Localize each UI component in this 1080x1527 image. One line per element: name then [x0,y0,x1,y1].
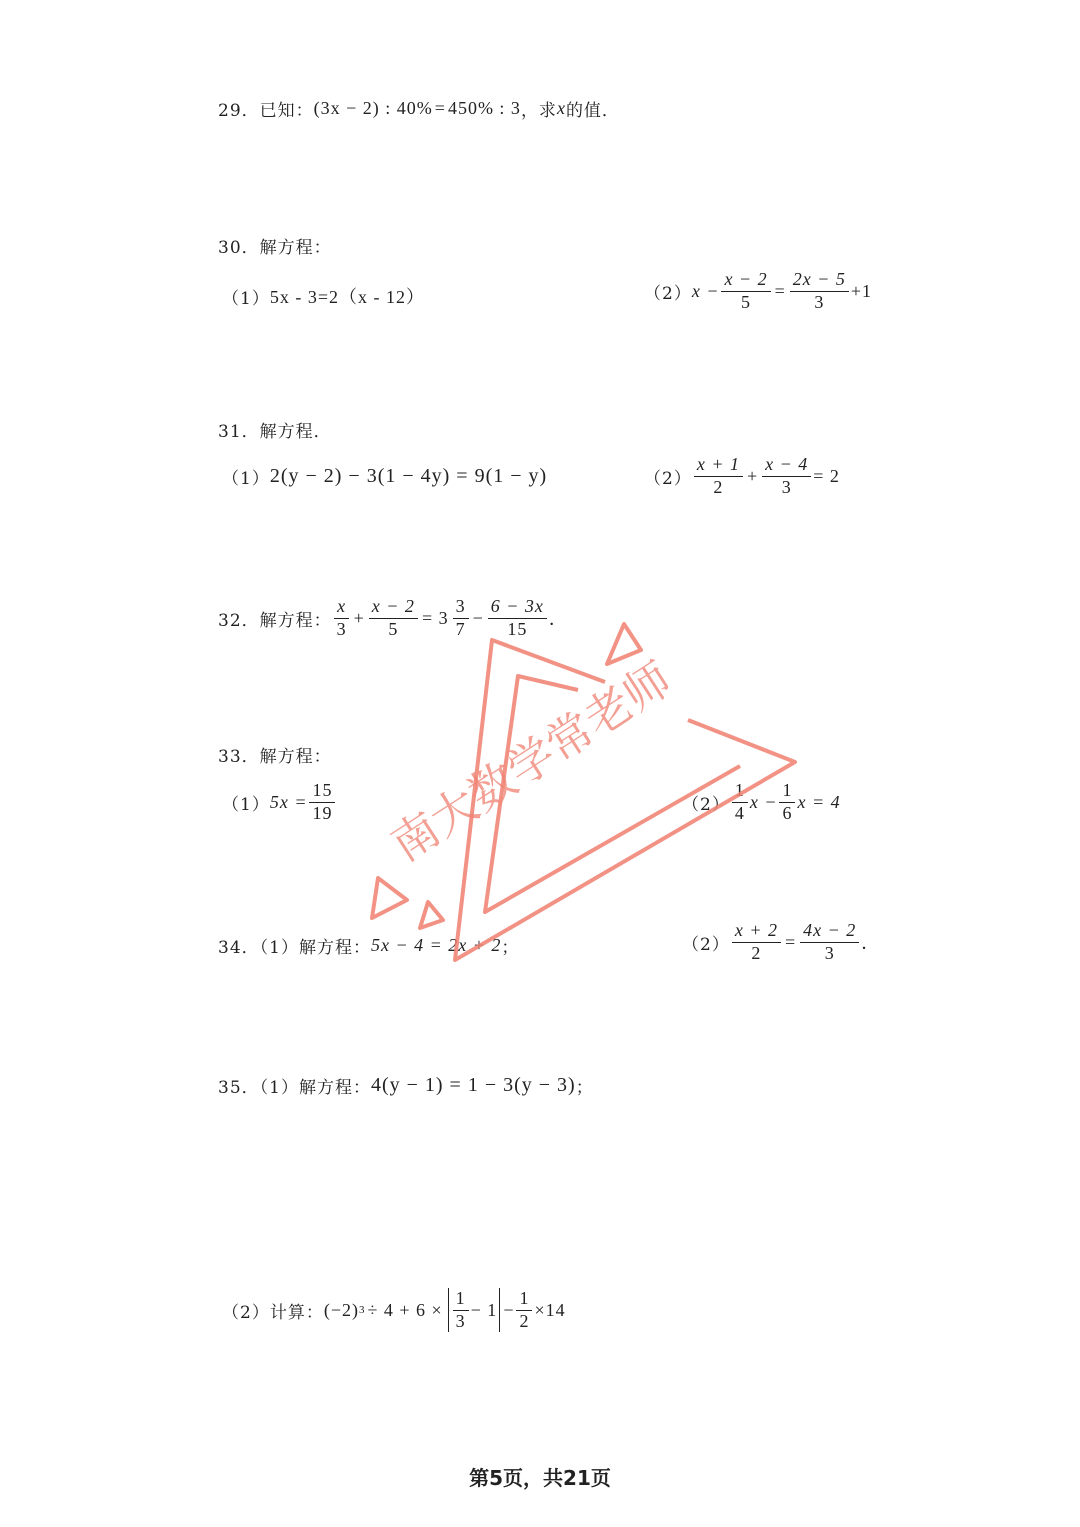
frac-numerator: 15 [309,781,335,803]
q34-p2-eq: = [784,931,797,952]
q33-p1-label: （1） [222,794,270,815]
watermark-small-triangle-icon [420,902,443,928]
q35-p2-label: （2）计算： [222,1302,324,1323]
frac-denominator: 2 [519,1310,530,1331]
frac-denominator: 5 [741,291,752,312]
q31-p2-frac2 [762,455,811,498]
frac-denominator: 6 [782,802,793,823]
question-32 [218,597,568,640]
q31-part1 [222,464,547,489]
q31-p2-label: （2） [644,468,692,489]
question-35-part1 [218,1073,594,1098]
question-30-title [218,233,332,258]
question-31-title [218,417,332,442]
frac-numerator: x − 4 [762,455,811,477]
frac-numerator: x − 2 [721,270,770,292]
q33-p2-frac1 [732,781,748,824]
q35-p2-frac-half [516,1289,532,1332]
q29-lhs: (3x − 2) : 40% [313,98,433,118]
frac-denominator: 3 [814,291,825,312]
q34-p2-frac2 [800,921,859,964]
frac-denominator: 3 [336,618,347,639]
frac-denominator: 7 [455,618,466,639]
q29-rhs: 450% : 3 [447,98,521,118]
q30-p2-eq: = [774,280,786,301]
question-29 [218,96,620,121]
q30-p2-frac1 [721,270,770,313]
q33-p1-lhs: 5x = [269,791,308,812]
q32-plus: + [353,607,365,628]
frac-numerator: 2x − 5 [790,270,849,292]
q30-p1-label: （1） [222,288,270,309]
q31-p1-expr: 2(y − 2) − 3(1 − 4y) = 9(1 − y) [269,465,548,487]
q34-p2-end: ． [861,933,881,954]
q35-p2-minus: − [503,1299,515,1320]
q32-frac3 [453,597,469,640]
q29-tail: ，求 [520,101,557,121]
frac-denominator: 3 [824,942,835,963]
q33-label: 33．解方程： [218,747,332,767]
q31-p1-label: （1） [222,469,270,489]
frac-denominator: 3 [781,476,792,497]
q33-p2-label: （2） [682,794,730,815]
frac-denominator: 19 [312,802,333,823]
frac-denominator: 2 [751,942,762,963]
q30-p2-tail: +1 [850,280,873,301]
q33-p1-frac [309,781,335,824]
question-34-part1 [218,933,519,958]
frac-denominator: 2 [713,476,724,497]
q33-p2-frac2 [779,781,795,824]
q32-frac4 [488,597,547,640]
frac-numerator: 1 [516,1289,532,1311]
frac-numerator: x + 1 [694,455,743,477]
q32-end: ． [548,609,568,630]
frac-denominator: 15 [507,618,528,639]
frac-denominator: 5 [388,618,399,639]
frac-denominator: 3 [455,1310,466,1331]
frac-numerator: 1 [732,781,748,803]
q31-p2-tail: = 2 [813,465,840,486]
question-33-title [218,742,332,767]
q31-p2-plus: + [746,465,759,486]
q29-label: 29．已知： [218,101,314,121]
q34-p2-frac1 [732,921,781,964]
q35-p2-ops: ÷ 4 + 6 × [367,1299,443,1320]
q29-eq: = [434,98,446,118]
q35-p1-expr: 4(y − 1) = 1 − 3(y − 3) [370,1074,576,1096]
q29-equation [314,98,521,119]
q33-p2-mid: x − [749,791,778,812]
q33-part2 [682,781,841,824]
q31-part2 [644,455,840,498]
q35-p2-abs-tail: − 1 [470,1299,498,1320]
q35-p2-base: (−2) [323,1299,359,1320]
frac-numerator: 1 [779,781,795,803]
q30-p2-x: x − [691,280,720,301]
q34-p1-end: ； [501,938,520,958]
frac-denominator: 4 [734,802,745,823]
q30-part1 [222,283,425,309]
q30-p2-frac2 [790,270,849,313]
watermark-small-triangle-icon [372,878,407,918]
q32-minus: − [472,607,484,628]
q32-label: 32．解方程： [218,610,332,631]
q31-p2-frac1 [694,455,743,498]
q33-part1 [222,781,337,824]
q30-p1-expr: 5x - 3=2（x - 12） [269,287,425,307]
q34-label: 34．（1）解方程： [218,938,371,958]
frac-numerator: x − 2 [369,597,418,619]
q31-label: 31．解方程． [218,422,332,442]
q34-p1-expr: 5x − 4 = 2x + 2 [370,935,502,955]
frac-numerator: 1 [453,1289,469,1311]
frac-numerator: x [334,597,349,619]
q35-label: 35．（1）解方程： [218,1078,371,1098]
q32-frac1 [334,597,350,640]
frac-numerator: 4x − 2 [800,921,859,943]
q32-frac2 [369,597,418,640]
q34-p2-label: （2） [682,934,730,955]
q35-p2-exponent: 3 [358,1304,366,1316]
q29-x: x [556,98,566,118]
q35-p1-end: ； [575,1078,594,1098]
q35-p2-absolute-value [448,1288,501,1332]
watermark-small-triangle-icon [607,624,641,664]
frac-numerator: 6 − 3x [488,597,547,619]
q29-tail2: 的值． [565,101,620,121]
q30-p2-label: （2） [644,283,692,304]
q30-part2 [644,270,872,313]
q35-p2-tail: ×14 [534,1299,566,1320]
q32-eq: = 3 [421,607,449,628]
q33-p2-tail: x = 4 [797,791,841,812]
q34-part2 [682,921,880,964]
frac-numerator: 3 [453,597,469,619]
page-footer: 第5页，共21页 [469,1466,611,1490]
q35-part2 [222,1288,566,1332]
frac-numerator: x + 2 [732,921,781,943]
watermark-text: 南大数学常老师 [381,651,682,872]
q30-label: 30．解方程： [218,238,332,258]
q35-p2-frac-third [453,1289,469,1332]
